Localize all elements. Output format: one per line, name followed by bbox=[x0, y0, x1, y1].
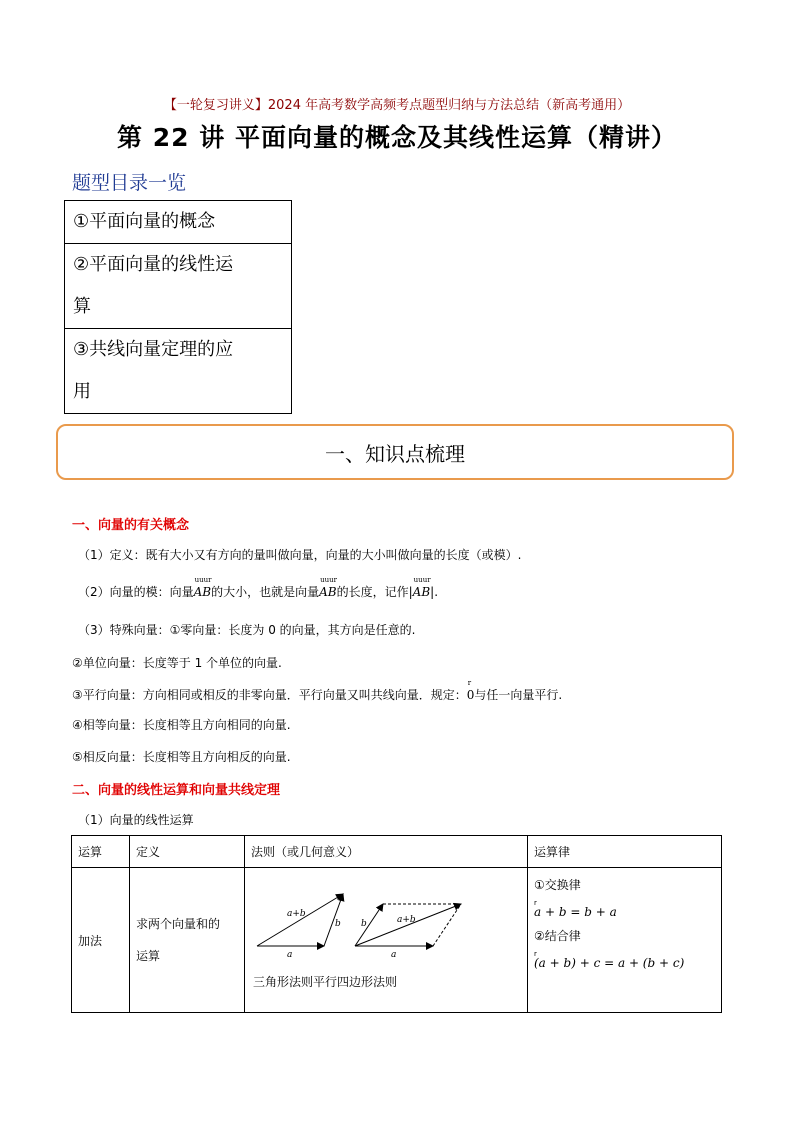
table-cell-op bbox=[72, 868, 130, 1013]
law-associative-title: ②结合律 bbox=[534, 929, 581, 943]
parallelogram-label-sum: a+b bbox=[397, 915, 416, 925]
table-cell-law bbox=[528, 868, 722, 1013]
paragraph-unit-vector: ②单位向量：长度等于 1 个单位的向量. bbox=[72, 656, 282, 670]
vector-ab-text-2: AB bbox=[319, 585, 337, 599]
law-commutative-expr: a + b = b + a bbox=[534, 905, 617, 919]
vector-ab-symbol-1 bbox=[193, 576, 212, 599]
part2-heading: 二、向量的线性运算和向量共线定理 bbox=[72, 783, 281, 798]
parallelogram-dashed-right bbox=[433, 904, 461, 946]
table-cell-rule bbox=[245, 868, 528, 1013]
toc-item-2[interactable] bbox=[65, 244, 292, 329]
toc-item-1[interactable] bbox=[65, 201, 292, 244]
table-header-def: 定义 bbox=[130, 836, 245, 868]
law1-mark: r bbox=[534, 899, 543, 907]
law2-mark: r bbox=[534, 950, 537, 958]
zero-vector-mark: r bbox=[467, 679, 472, 687]
toc-item-3-line2: 用 bbox=[73, 381, 91, 402]
toc-table bbox=[64, 200, 292, 414]
law-commutative-marks bbox=[534, 894, 715, 907]
parallelogram-label-b: b bbox=[361, 919, 367, 929]
paragraph-definition: （1）定义：既有大小又有方向的量叫做向量，向量的大小叫做向量的长度（或模）. bbox=[78, 548, 522, 562]
triangle-label-sum: a+b bbox=[287, 909, 306, 919]
section-header-box bbox=[56, 424, 734, 480]
parallelogram-rule-diagram bbox=[355, 904, 461, 960]
paragraph-opposite-vector: ⑤相反向量：长度相等且方向相反的向量. bbox=[72, 750, 291, 764]
law-associative-expr: (a + b) + c = a + (b + c) bbox=[534, 956, 685, 970]
paragraph-equal-vector: ④相等向量：长度相等且方向相同的向量. bbox=[72, 718, 291, 732]
op-addition: 加法 bbox=[78, 933, 103, 948]
triangle-vector-sum bbox=[257, 894, 343, 946]
magnitude-text-b: 的大小，也就是向量 bbox=[211, 585, 320, 599]
vector-ab-mark-2: uuur bbox=[320, 576, 338, 584]
parallelogram-label-a: a bbox=[391, 950, 397, 960]
toc-item-2-line2: 算 bbox=[73, 296, 91, 317]
triangle-label-a: a bbox=[287, 950, 293, 960]
page-title: 第 22 讲 平面向量的概念及其线性运算（精讲） bbox=[117, 123, 677, 152]
triangle-label-b: b bbox=[335, 919, 341, 929]
law-commutative-title: ①交换律 bbox=[534, 878, 581, 892]
table-header-op: 运算 bbox=[72, 836, 130, 868]
def-line1: 求两个向量和的 bbox=[136, 917, 221, 931]
magnitude-text-c: 的长度，记作| bbox=[336, 585, 413, 599]
paragraph-parallel-vector bbox=[72, 679, 563, 703]
parallel-text-b: 与任一向量平行. bbox=[474, 688, 563, 702]
paragraph-special-vectors: （3）特殊向量：①零向量：长度为 0 的向量，其方向是任意的. bbox=[78, 623, 416, 637]
vector-ab-mark-3: uuur bbox=[413, 576, 431, 584]
magnitude-text-a: （2）向量的模：向量 bbox=[78, 585, 194, 599]
vector-ab-symbol-3 bbox=[412, 576, 431, 599]
toc-item-3-line1: ③共线向量定理的应 bbox=[73, 339, 234, 360]
vector-addition-diagrams bbox=[251, 872, 521, 1008]
vector-ab-text-3: AB bbox=[412, 585, 431, 599]
table-header-rule: 法则（或几何意义） bbox=[245, 836, 528, 868]
part1-heading: 一、向量的有关概念 bbox=[72, 518, 190, 533]
table-header-law: 运算律 bbox=[528, 836, 722, 868]
vector-ab-symbol-2 bbox=[319, 576, 338, 599]
rule-caption: 三角形法则平行四边形法则 bbox=[253, 975, 398, 989]
def-line2: 运算 bbox=[136, 949, 161, 963]
parallel-text-a: ③平行向量：方向相同或相反的非零向量．平行向量又叫共线向量．规定： bbox=[72, 688, 467, 702]
magnitude-text-d: |. bbox=[430, 585, 439, 599]
vector-ab-mark-1: uuur bbox=[194, 576, 212, 584]
law-associative-marks bbox=[534, 945, 715, 958]
toc-heading: 题型目录一览 bbox=[72, 172, 187, 194]
banner-text: 【一轮复习讲义】2024 年高考数学高频考点题型归纳与方法总结（新高考通用） bbox=[163, 98, 631, 113]
operations-table bbox=[71, 835, 722, 1013]
paragraph-magnitude bbox=[78, 576, 439, 600]
toc-item-3[interactable] bbox=[65, 329, 292, 414]
toc-item-2-line1: ②平面向量的线性运 bbox=[73, 254, 234, 275]
triangle-rule-diagram bbox=[257, 894, 343, 960]
vector-ab-text-1: AB bbox=[193, 585, 212, 599]
zero-vector-symbol bbox=[466, 679, 475, 702]
parallelogram-vector-sum bbox=[355, 904, 461, 946]
table-cell-def bbox=[130, 868, 245, 1013]
section-header-label: 一、知识点梳理 bbox=[325, 441, 465, 466]
toc-item-1-line1: ①平面向量的概念 bbox=[73, 211, 216, 232]
zero-vector-text: 0 bbox=[466, 688, 475, 702]
parallelogram-vector-b bbox=[355, 904, 383, 946]
part2-subheading: （1）向量的线性运算 bbox=[78, 813, 194, 827]
